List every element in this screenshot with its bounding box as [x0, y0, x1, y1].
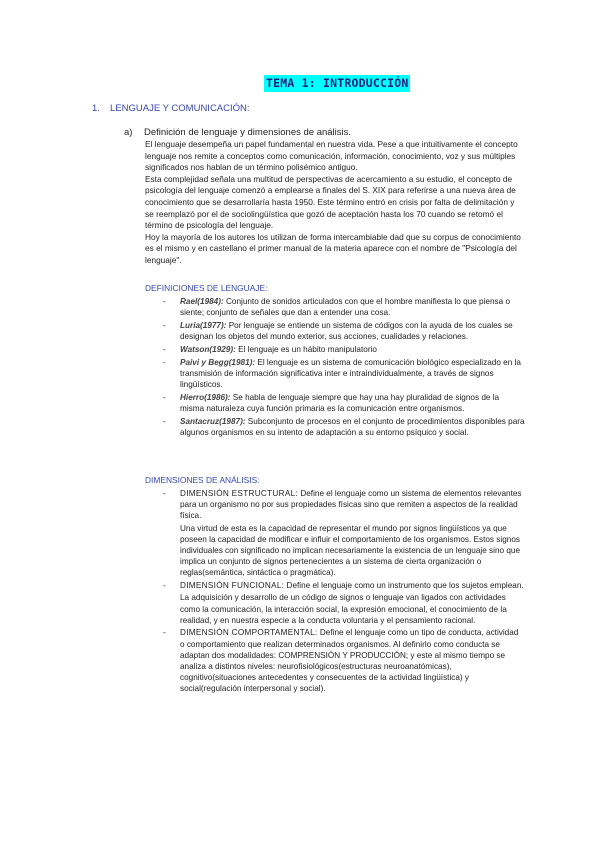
- page-title: TEMA 1: INTRODUCCIÓN: [266, 76, 409, 90]
- bullet-dash: -: [163, 581, 166, 591]
- list-item: [163, 296, 525, 318]
- subsection-heading: [124, 127, 351, 138]
- definition-text: Se habla de lenguaje siempre que hay una hay pluralidad de signos de la misma naturaleza cuya función primaria es la comunicación entre organismos.: [180, 392, 500, 413]
- definition-text: El lenguaje es un hábito manipulatorio: [235, 344, 377, 354]
- bullet-dash: -: [163, 344, 166, 354]
- bullet-dash: -: [163, 297, 166, 306]
- dimension-text: Define el lenguaje como un instrumento que los sujetos emplean.: [284, 581, 524, 591]
- dimension-name: DIMENSIÓN ESTRUCTURAL:: [180, 489, 299, 498]
- definition-author: Luria(1977):: [180, 320, 227, 330]
- subsection-letter: a): [124, 127, 133, 138]
- section-label: LENGUAJE Y COMUNICACIÓN:: [110, 103, 250, 114]
- list-item: [163, 488, 525, 579]
- intro-paragraph: Hoy la mayoría de los autores los utilizan de forma intercambiable dad que su corpus de conocimiento es el mismo y en castellano el primer manual de la materia aparece con el nombre de "Psicología del lenguaje".: [145, 231, 521, 265]
- list-item: [163, 392, 525, 414]
- definition-author: Hierro(1986):: [180, 392, 231, 402]
- list-item: [163, 416, 525, 438]
- intro-text: [145, 139, 525, 267]
- list-item: [163, 344, 525, 355]
- bullet-dash: -: [163, 628, 166, 638]
- intro-paragraph: Esta complejidad señala una multitud de perspectivas de acercamiento a su estudio, el concepto de psicología del lenguaje comenzó a emplearse a finales del S. XIX para referirse a una nueva área de conocimiento que se desarrollaría hasta 1950. Este término entró en crisis por falta de delimitación y se reemplazó por el de sociolingüística que gozó de aceptación hasta los 70 cuando se retomó el término de psicología del lenguaje.: [145, 173, 516, 231]
- dimension-extra: La adquisición y desarrollo de un código de signos o lenguaje van ligados con actividades como la comunicación, la interacción social, la expresión emocional, el conocimiento de la realidad, y en nuestra especie a la conducta voluntaria y el pensamiento racional.: [180, 593, 507, 625]
- list-item: [163, 357, 525, 391]
- bullet-dash: -: [163, 392, 166, 402]
- definition-author: Paivi y Begg(1981):: [180, 357, 256, 367]
- section-heading: [92, 103, 250, 114]
- definitions-heading: DEFINICIONES DE LENGUAJE:: [145, 283, 268, 293]
- list-item: [163, 627, 525, 694]
- dimension-text: Define el lenguaje como un tipo de conducta, actividad o comportamiento que realizan determinados organismos. Al definirlo como conducta se adaptan dos modalidades: COMPRENSIÓN Y PRODUCCIÓN; y este al mismo tiempo se analiza a distintos niveles: neurofisiológicos(estructuras neuroanatómicas), cognitivo(situaciones antecedentes y consecuentes de la actividad lingüística) y social(regulación interpersonal y social).: [180, 628, 519, 694]
- dimension-text: Define el lenguaje como un sistema de elementos relevantes para un organismo no por sus propiedades físicas sino que remiten a aspectos de la realidad física.: [180, 489, 522, 521]
- dimensions-list: [163, 488, 525, 696]
- definition-author: Watson(1929):: [180, 344, 236, 354]
- subsection-label: Definición de lenguaje y dimensiones de análisis.: [144, 127, 352, 138]
- bullet-dash: -: [163, 489, 166, 498]
- bullet-dash: -: [163, 357, 166, 367]
- definitions-list: [163, 296, 525, 439]
- dimensions-heading: DIMENSIONES DE ANÁLISIS:: [145, 475, 260, 485]
- list-item: [163, 320, 525, 342]
- definition-author: Santacruz(1987):: [180, 416, 246, 426]
- bullet-dash: -: [163, 320, 166, 330]
- definition-text: El lenguaje es un sistema de comunicación biológico especializado en la transmisión de información significativa inter e intraindividualmente, a través de signos lingüísticos.: [180, 357, 521, 389]
- intro-paragraph: El lenguaje desempeña un papel fundamental en nuestra vida. Pese a que intuitivamente el concepto lenguaje nos remite a conceptos como comunicación, información, conocimiento, voz y sus múltiples significados nos hablan de un término polisémico antiguo.: [145, 139, 518, 173]
- section-number: 1.: [92, 103, 100, 114]
- definition-text: Conjunto de sonidos articulados con que el hombre manifiesta lo que piensa o siente; conjunto de señales que dan a entender una cosa.: [180, 297, 510, 318]
- dimension-name: DIMENSIÓN FUNCIONAL:: [180, 581, 285, 591]
- definition-text: Por lenguaje se entiende un sistema de códigos con la ayuda de los cuales se designan los objetos del mundo exterior, sus acciones, cualidades y relaciones.: [180, 320, 513, 342]
- definition-text: Subconjunto de procesos en el conjunto de procedimientos disponibles para algunos organismos en su intento de adaptación a su entorno psíquico y social.: [180, 416, 525, 437]
- dimension-name: DIMENSIÓN COMPORTAMENTAL:: [180, 628, 318, 638]
- list-item: [163, 580, 525, 626]
- dimension-extra: Una virtud de esta es la capacidad de representar el mundo por signos lingüísticos ya que poseen la capacidad de modificar e influir el comportamiento de los organismos. Estos signos individuales con significado no implican necesariamente la existencia de un lenguaje sino que implica un conjunto de signos pertenecientes a un sistema de cierta organización o reglas(semántica, sintáctica o pragmática).: [180, 523, 520, 578]
- bullet-dash: -: [163, 416, 166, 426]
- definition-author: Rael(1984):: [180, 297, 224, 306]
